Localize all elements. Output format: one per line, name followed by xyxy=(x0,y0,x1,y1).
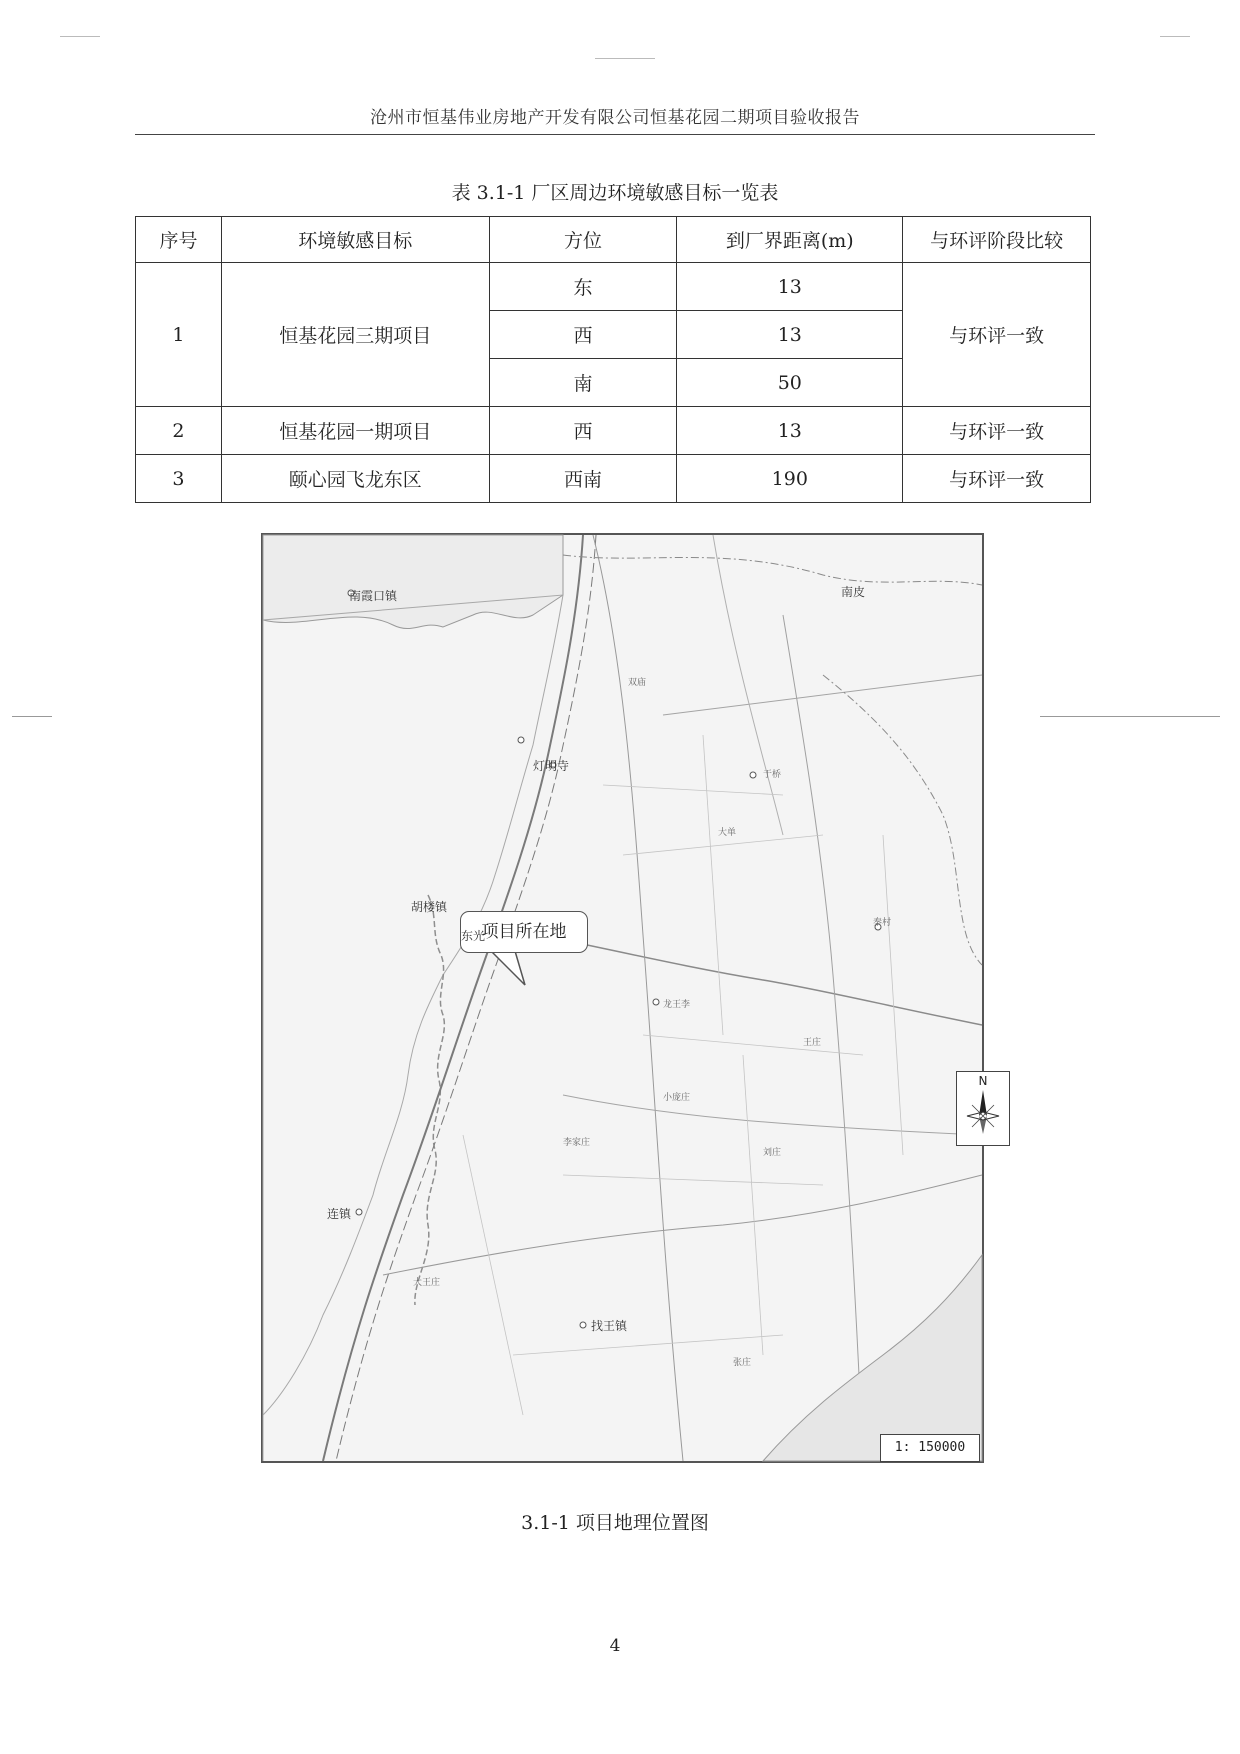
map-place-label: 找王镇 xyxy=(591,1319,628,1333)
scan-mark xyxy=(1160,36,1190,37)
map-place-label: 大单 xyxy=(718,828,737,838)
location-map xyxy=(261,533,988,1463)
page-number: 4 xyxy=(609,1636,621,1656)
figure-caption: 3.1-1 项目地理位置图 xyxy=(521,1512,709,1534)
column-header: 与环评阶段比较 xyxy=(903,217,1091,263)
map-place-label: 双庙 xyxy=(628,678,647,688)
map-place-label: 刘庄 xyxy=(763,1148,782,1158)
map-place-label: 大王庄 xyxy=(413,1278,441,1288)
direction-cell: 西 xyxy=(489,311,677,359)
direction-cell: 西南 xyxy=(489,455,677,503)
map-place-label: 秦村 xyxy=(873,918,892,928)
map-place-label: 王庄 xyxy=(803,1038,822,1048)
column-header: 序号 xyxy=(136,217,222,263)
scan-mark xyxy=(60,36,100,37)
project-site-callout: 项目所在地 xyxy=(460,911,588,953)
map-place-label: 东光 xyxy=(461,929,486,943)
direction-cell: 东 xyxy=(489,263,677,311)
direction-cell: 西 xyxy=(489,407,677,455)
compass-north-label: N xyxy=(978,1074,988,1088)
distance-cell: 190 xyxy=(677,455,903,503)
map-place-label: 龙王李 xyxy=(663,1000,691,1010)
map-place-label: 李家庄 xyxy=(563,1138,591,1148)
map-place-label: 张庄 xyxy=(733,1358,752,1368)
map-place-label: 南霞口镇 xyxy=(349,589,398,603)
direction-cell: 南 xyxy=(489,359,677,407)
compass-rose-icon xyxy=(957,1072,1009,1145)
target-cell: 颐心园飞龙东区 xyxy=(221,455,489,503)
column-header: 方位 xyxy=(489,217,677,263)
sensitive-targets-table xyxy=(135,216,1091,503)
table-row xyxy=(136,407,1091,455)
row-number-cell: 1 xyxy=(136,263,222,407)
table-caption: 表 3.1-1 厂区周边环境敏感目标一览表 xyxy=(451,182,779,204)
map-place-label: 灯明寺 xyxy=(533,759,570,773)
map-place-label: 南皮 xyxy=(841,585,866,599)
map-place-label: 于桥 xyxy=(763,770,782,780)
comparison-cell: 与环评一致 xyxy=(903,455,1091,503)
target-cell: 恒基花园一期项目 xyxy=(221,407,489,455)
comparison-cell: 与环评一致 xyxy=(903,407,1091,455)
column-header: 到厂界距离(m) xyxy=(677,217,903,263)
table-row xyxy=(136,455,1091,503)
distance-cell: 13 xyxy=(677,263,903,311)
target-cell: 恒基花园三期项目 xyxy=(221,263,489,407)
column-header: 环境敏感目标 xyxy=(221,217,489,263)
header-divider xyxy=(135,134,1095,135)
map-place-label: 小庞庄 xyxy=(663,1093,691,1103)
distance-cell: 50 xyxy=(677,359,903,407)
north-compass xyxy=(956,1071,1010,1146)
table-header-row xyxy=(136,217,1091,263)
document-header: 沧州市恒基伟业房地产开发有限公司恒基花园二期项目验收报告 xyxy=(370,108,860,128)
map-place-label: 胡楼镇 xyxy=(411,900,448,914)
table-row xyxy=(136,263,1091,311)
row-number-cell: 2 xyxy=(136,407,222,455)
comparison-cell: 与环评一致 xyxy=(903,263,1091,407)
scan-mark xyxy=(595,58,655,59)
distance-cell: 13 xyxy=(677,407,903,455)
scan-mark xyxy=(1040,716,1220,717)
scan-mark xyxy=(12,716,52,717)
distance-cell: 13 xyxy=(677,311,903,359)
map-place-label: 连镇 xyxy=(327,1207,352,1221)
map-scale: 1: 150000 xyxy=(880,1434,980,1462)
row-number-cell: 3 xyxy=(136,455,222,503)
